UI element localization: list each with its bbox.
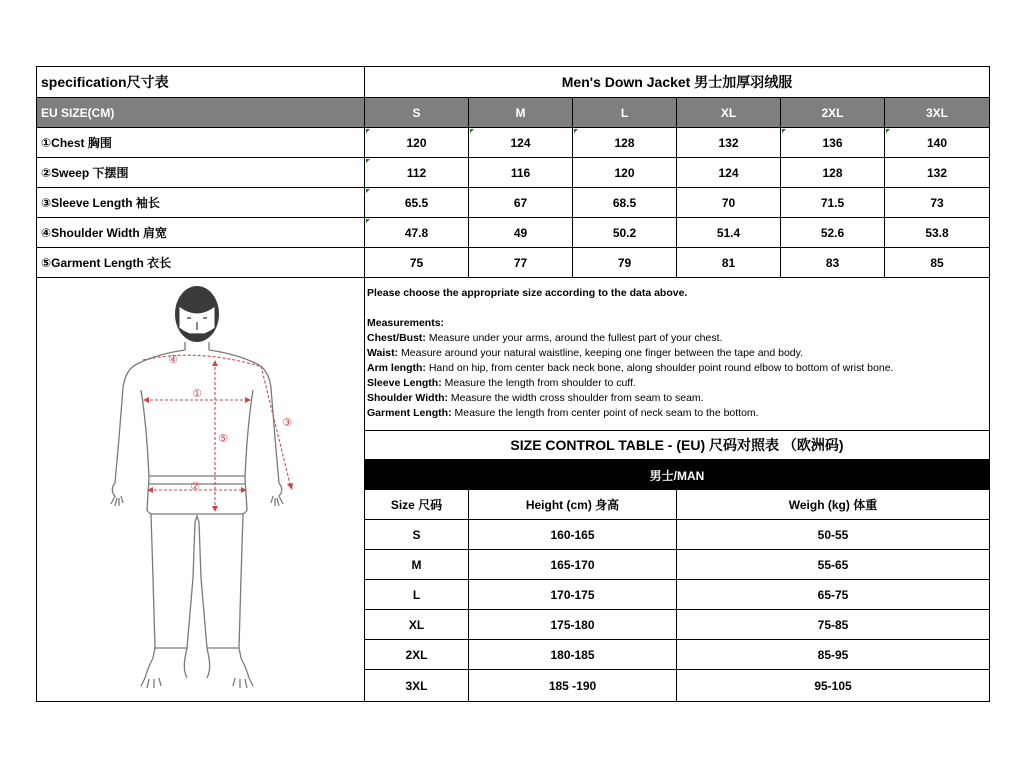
cell-mark	[366, 219, 370, 223]
size-cell: XL	[365, 610, 469, 640]
measure-row-length	[37, 248, 989, 278]
size-col-m: M	[469, 98, 573, 128]
size-control-row	[365, 640, 989, 670]
body-figure-svg	[37, 278, 363, 702]
header-size: Size 尺码	[365, 490, 469, 520]
man-group-bar: 男士/MAN	[365, 460, 989, 490]
note-chest: Chest/Bust: Measure under your arms, around the fullest part of your chest.	[367, 332, 723, 344]
size-control-row	[365, 550, 989, 580]
measurement-notes	[365, 278, 989, 430]
height-cell: 160-165	[469, 520, 677, 550]
size-cell: S	[365, 520, 469, 550]
value-cell: 120	[573, 158, 677, 188]
notes-heading: Measurements:	[367, 317, 445, 329]
value-cell: 65.5	[365, 188, 469, 218]
size-col-l: L	[573, 98, 677, 128]
measure-row-sleeve	[37, 188, 989, 218]
value-cell: 79	[573, 248, 677, 278]
value-cell: 124	[677, 158, 781, 188]
value-cell: 50.2	[573, 218, 677, 248]
value-cell: 49	[469, 218, 573, 248]
size-col-xl: XL	[677, 98, 781, 128]
size-control-row	[365, 610, 989, 640]
height-cell: 185 -190	[469, 670, 677, 701]
value-cell: 132	[885, 158, 989, 188]
size-cell: 2XL	[365, 640, 469, 670]
value-cell: 136	[781, 128, 885, 158]
value-cell: 83	[781, 248, 885, 278]
size-control-row	[365, 670, 989, 701]
value-cell: 68.5	[573, 188, 677, 218]
value-cell: 47.8	[365, 218, 469, 248]
weight-cell: 50-55	[677, 520, 989, 550]
weight-cell: 75-85	[677, 610, 989, 640]
cell-mark	[886, 129, 890, 133]
value-cell: 85	[885, 248, 989, 278]
cell-mark	[782, 129, 786, 133]
row-label: ②Sweep 下摆围	[37, 158, 365, 188]
notes-intro: Please choose the appropriate size according to the data above.	[367, 287, 688, 299]
value-cell: 75	[365, 248, 469, 278]
value-cell: 132	[677, 128, 781, 158]
value-cell: 67	[469, 188, 573, 218]
value-cell: 128	[573, 128, 677, 158]
value-cell: 70	[677, 188, 781, 218]
weight-cell: 55-65	[677, 550, 989, 580]
row-label: ③Sleeve Length 袖长	[37, 188, 365, 218]
value-cell: 112	[365, 158, 469, 188]
size-cell: L	[365, 580, 469, 610]
weight-cell: 65-75	[677, 580, 989, 610]
marker-chest: ①	[192, 387, 202, 400]
note-waist: Waist: Measure around your natural waistline, keeping one finger between the tape and body.	[367, 347, 804, 359]
cell-mark	[366, 159, 370, 163]
cell-mark	[366, 129, 370, 133]
height-cell: 170-175	[469, 580, 677, 610]
row-label: ④Shoulder Width 肩宽	[37, 218, 365, 248]
spec-title: specification尺寸表	[37, 67, 365, 98]
size-col-3xl: 3XL	[885, 98, 989, 128]
weight-cell: 85-95	[677, 640, 989, 670]
note-garment: Garment Length: Measure the length from center point of neck seam to the bottom.	[367, 407, 759, 419]
size-col-s: S	[365, 98, 469, 128]
value-cell: 124	[469, 128, 573, 158]
marker-shoulder: ④	[168, 353, 178, 366]
body-measurement-figure	[37, 278, 365, 702]
product-title: Men's Down Jacket 男士加厚羽绒服	[365, 67, 989, 98]
size-col-2xl: 2XL	[781, 98, 885, 128]
value-cell: 52.6	[781, 218, 885, 248]
marker-length: ⑤	[218, 432, 228, 445]
eu-size-label: EU SIZE(CM)	[37, 98, 365, 128]
cell-mark	[470, 129, 474, 133]
height-cell: 165-170	[469, 550, 677, 580]
value-cell: 51.4	[677, 218, 781, 248]
marker-sweep: ②	[190, 480, 200, 493]
size-cell: M	[365, 550, 469, 580]
value-cell: 77	[469, 248, 573, 278]
size-control-header	[365, 490, 989, 520]
height-cell: 180-185	[469, 640, 677, 670]
measure-row-chest	[37, 128, 989, 158]
size-cell: 3XL	[365, 670, 469, 701]
value-cell: 71.5	[781, 188, 885, 218]
header-height: Height (cm) 身高	[469, 490, 677, 520]
value-cell: 120	[365, 128, 469, 158]
value-cell: 140	[885, 128, 989, 158]
note-sleeve: Sleeve Length: Measure the length from shoulder to cuff.	[367, 377, 636, 389]
height-cell: 175-180	[469, 610, 677, 640]
row-label: ①Chest 胸围	[37, 128, 365, 158]
measure-row-sweep	[37, 158, 989, 188]
cell-mark	[366, 189, 370, 193]
marker-sleeve: ③	[282, 416, 292, 429]
cell-mark	[574, 129, 578, 133]
weight-cell: 95-105	[814, 678, 852, 693]
row-label: ⑤Garment Length 衣长	[37, 248, 365, 278]
note-shoulder: Shoulder Width: Measure the width cross shoulder from seam to seam.	[367, 392, 704, 404]
size-control-title: SIZE CONTROL TABLE - (EU) 尺码对照表 （欧洲码)	[365, 430, 989, 460]
value-cell: 116	[469, 158, 573, 188]
size-control-row	[365, 520, 989, 550]
value-cell: 81	[677, 248, 781, 278]
header-weight: Weigh (kg) 体重	[677, 490, 989, 520]
note-arm: Arm length: Hand on hip, from center back neck bone, along shoulder point round elbow to bottom of wrist bone.	[367, 362, 894, 374]
size-spec-sheet	[36, 66, 990, 702]
value-cell: 128	[781, 158, 885, 188]
measure-row-shoulder	[37, 218, 989, 248]
title-row	[37, 67, 989, 98]
value-cell: 53.8	[885, 218, 989, 248]
value-cell: 73	[885, 188, 989, 218]
size-control-row	[365, 580, 989, 610]
size-header-row	[37, 98, 989, 128]
head-icon	[175, 286, 219, 342]
